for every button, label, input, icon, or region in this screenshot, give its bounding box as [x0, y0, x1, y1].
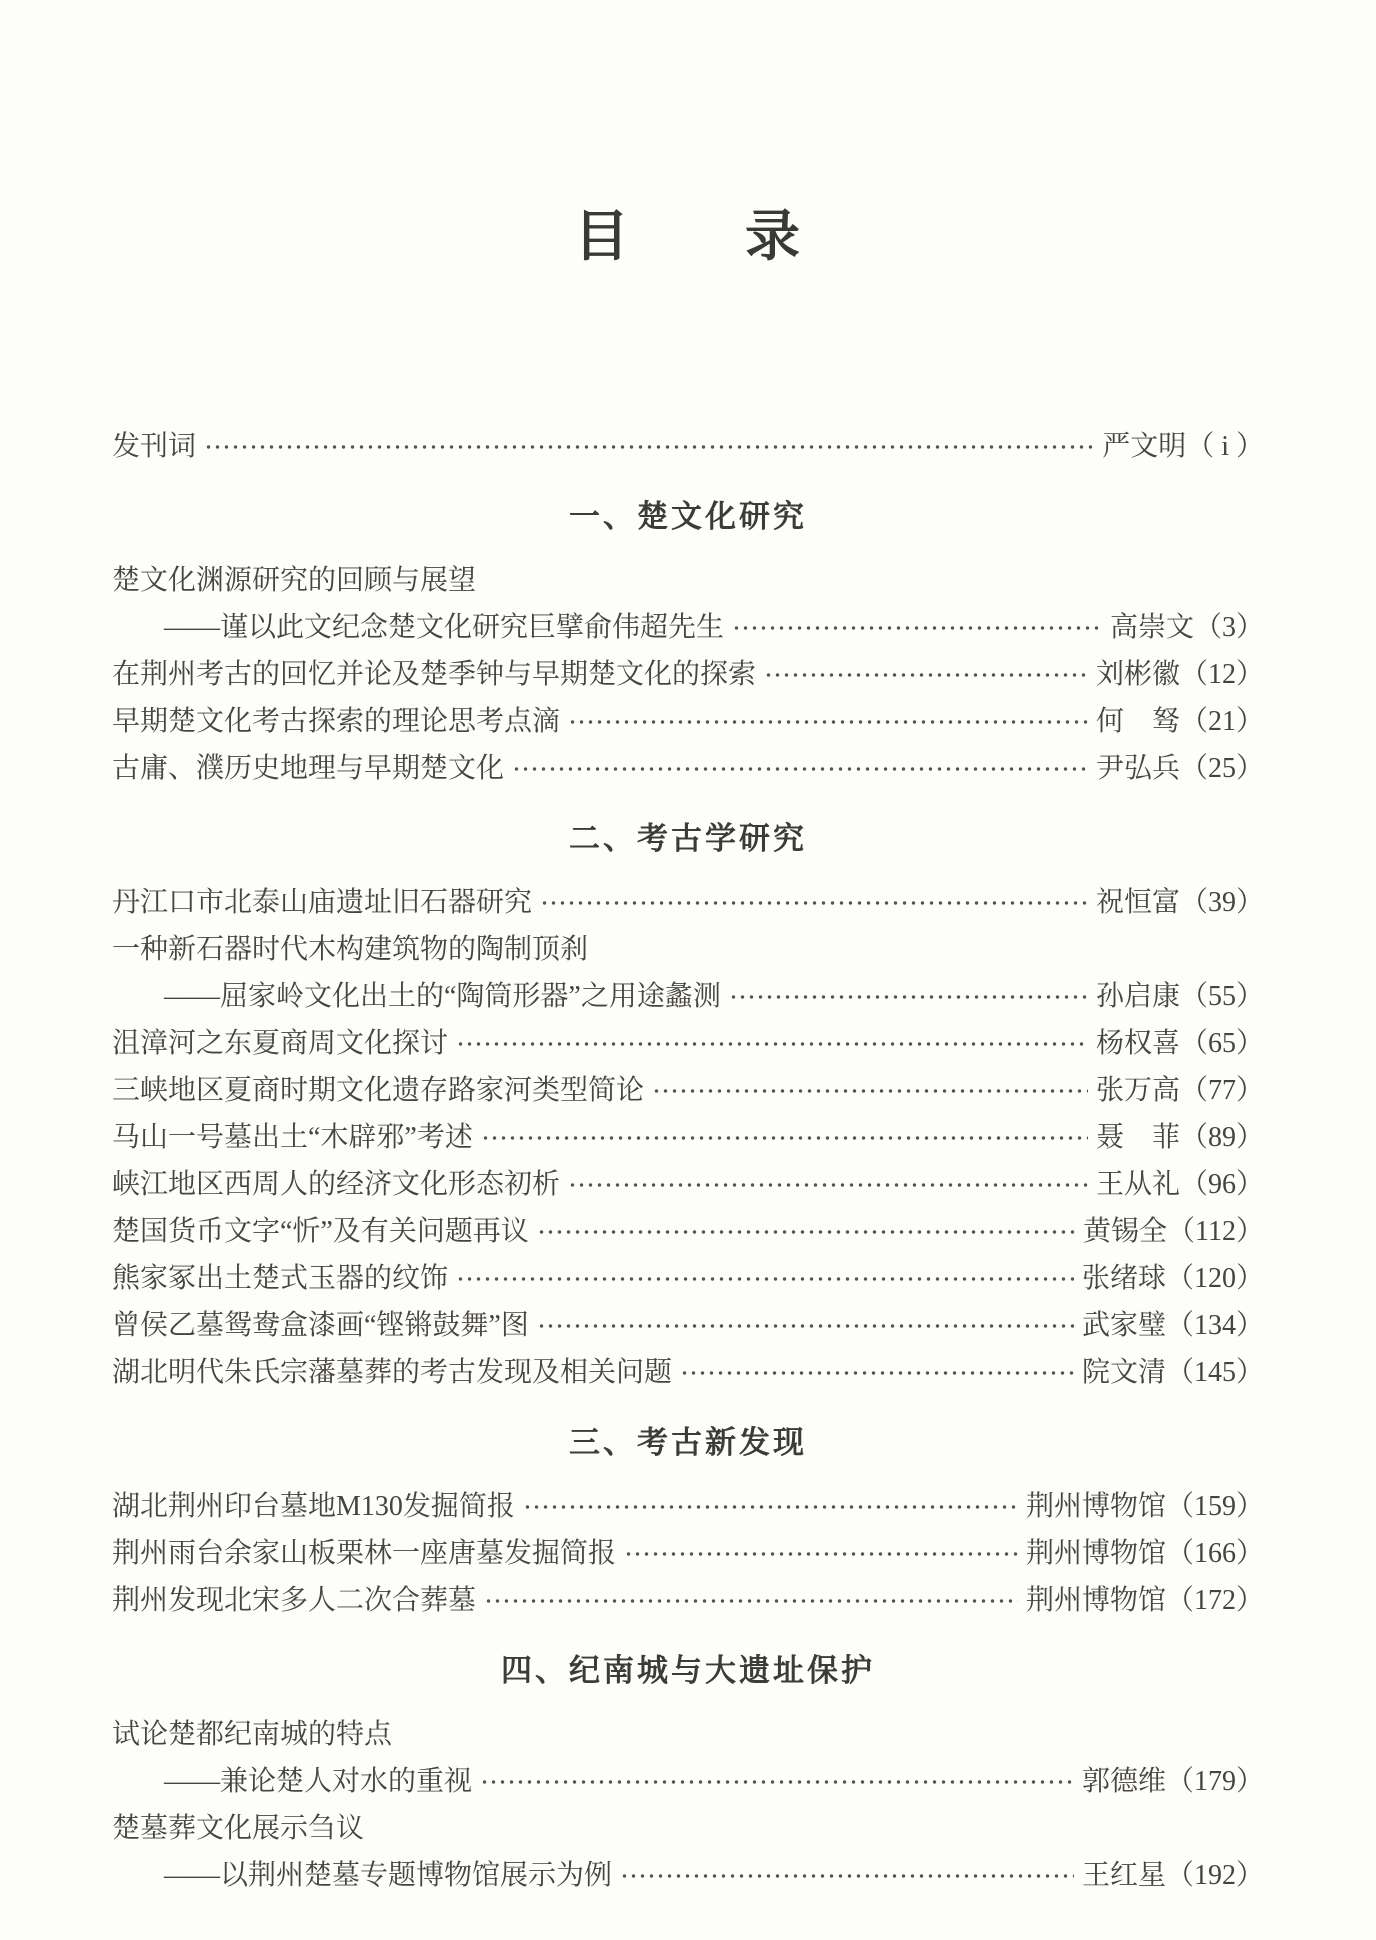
- entry-page: （21）: [1179, 706, 1264, 738]
- entry-title: ——以荆州楚墓专题博物馆展示为例: [164, 1860, 613, 1892]
- entry-page: （166）: [1165, 1538, 1264, 1570]
- toc-entry-row: [112, 1530, 1264, 1577]
- entry-title: 马山一号墓出土“木辟邪”考述: [112, 1122, 473, 1154]
- toc-entry-row: [112, 745, 1264, 792]
- dot-leader: [479, 1133, 1088, 1143]
- dot-leader: [202, 442, 1094, 452]
- entry-author: 王红星: [1081, 1860, 1166, 1892]
- toc-entry-row: [112, 1067, 1264, 1114]
- toc-entry-row: [112, 1349, 1264, 1396]
- entry-page: （159）: [1165, 1491, 1264, 1523]
- entry-page: （172）: [1165, 1585, 1264, 1617]
- entry-author: 聂 菲: [1095, 1122, 1180, 1154]
- dot-leader: [762, 670, 1088, 680]
- toc-entry-row: [112, 973, 1264, 1020]
- entry-title: ——谨以此文纪念楚文化研究巨擘俞伟超先生: [164, 612, 725, 644]
- entry-title: 熊家冢出土楚式玉器的纹饰: [112, 1263, 449, 1295]
- dot-leader: [510, 764, 1088, 774]
- toc-entry-row: [112, 604, 1264, 651]
- page-title: 目 录: [573, 206, 802, 267]
- dot-leader: [454, 1039, 1088, 1049]
- entry-page: （112）: [1167, 1216, 1264, 1248]
- entry-author: 荆州博物馆: [1025, 1491, 1166, 1523]
- entry-title: 楚国货币文字“忻”及有关问题再议: [112, 1216, 529, 1248]
- toc-entry-row: [112, 1711, 1264, 1758]
- dot-leader: [678, 1368, 1074, 1378]
- entry-page: （12）: [1179, 659, 1264, 691]
- section-heading: 一、楚文化研究: [569, 499, 807, 535]
- entry-author: 何 驽: [1095, 706, 1180, 738]
- toc-entry-row: [112, 1483, 1264, 1530]
- entry-author: 杨权喜: [1095, 1028, 1180, 1060]
- entry-page: （89）: [1179, 1122, 1264, 1154]
- dot-leader: [478, 1777, 1074, 1787]
- toc-entry-row: [112, 651, 1264, 698]
- toc-entry-row: [112, 1161, 1264, 1208]
- entry-title: 荆州发现北宋多人二次合葬墓: [112, 1585, 477, 1617]
- entry-title: 荆州雨台余家山板栗林一座唐墓发掘简报: [112, 1538, 617, 1570]
- toc-entry-row: [112, 557, 1264, 604]
- entry-title: 一种新石器时代木构建筑物的陶制顶刹: [112, 934, 589, 966]
- entry-author: 荆州博物馆: [1025, 1585, 1166, 1617]
- entry-title: ——屈家岭文化出土的“陶筒形器”之用途蠡测: [164, 981, 721, 1013]
- entry-author: 祝恒富: [1095, 887, 1180, 919]
- entry-title: 早期楚文化考古探索的理论思考点滴: [112, 706, 561, 738]
- dot-leader: [622, 1549, 1018, 1559]
- entry-page: （96）: [1179, 1169, 1264, 1201]
- entry-page: （120）: [1165, 1263, 1264, 1295]
- entry-author: 刘彬徽: [1095, 659, 1180, 691]
- entry-author: 武家璧: [1081, 1310, 1166, 1342]
- toc-entry-row: [112, 1852, 1264, 1899]
- entry-page: （39）: [1179, 887, 1264, 919]
- toc-entry-row: [112, 698, 1264, 745]
- entry-page: （77）: [1179, 1075, 1264, 1107]
- toc-entry-row: [112, 1114, 1264, 1161]
- entry-title: ——兼论楚人对水的重视: [164, 1766, 473, 1798]
- entry-page: （134）: [1165, 1310, 1264, 1342]
- dot-leader: [521, 1502, 1018, 1512]
- entry-author: 孙启康: [1095, 981, 1180, 1013]
- entry-title: 楚墓葬文化展示刍议: [112, 1813, 365, 1845]
- entry-title: 试论楚都纪南城的特点: [112, 1719, 393, 1751]
- entry-page: （192）: [1165, 1860, 1264, 1892]
- entry-title: 丹江口市北泰山庙遗址旧石器研究: [112, 887, 533, 919]
- entry-title: 楚文化渊源研究的回顾与展望: [112, 565, 477, 597]
- dot-leader: [727, 992, 1088, 1002]
- entry-author: 张万高: [1095, 1075, 1180, 1107]
- entry-title: 湖北明代朱氏宗藩墓葬的考古发现及相关问题: [112, 1357, 673, 1389]
- toc-entry-row: [112, 879, 1264, 926]
- dot-leader: [730, 623, 1102, 633]
- section-heading: 四、纪南城与大遗址保护: [501, 1653, 875, 1689]
- toc-entry-row: [112, 926, 1264, 973]
- dot-leader: [454, 1274, 1074, 1284]
- dot-leader: [538, 898, 1088, 908]
- dot-leader: [566, 1180, 1088, 1190]
- entry-author: 黄锡全: [1083, 1216, 1168, 1248]
- entry-author: 张绪球: [1081, 1263, 1166, 1295]
- entry-author: 王从礼: [1095, 1169, 1180, 1201]
- dot-leader: [618, 1871, 1074, 1881]
- toc-entry-row: [112, 1758, 1264, 1805]
- toc-entry-row: [112, 1577, 1264, 1624]
- entry-page: （ i ）: [1186, 431, 1264, 463]
- entry-title: 曾侯乙墓鸳鸯盒漆画“铿锵鼓舞”图: [112, 1310, 529, 1342]
- toc-entry-row: [112, 1255, 1264, 1302]
- entry-title: 发刊词: [112, 431, 197, 463]
- section-heading: 二、考古学研究: [569, 821, 807, 857]
- dot-leader: [650, 1086, 1088, 1096]
- entry-title: 在荆州考古的回忆并论及楚季钟与早期楚文化的探索: [112, 659, 757, 691]
- entry-page: （3）: [1193, 612, 1264, 644]
- entry-title: 古庸、濮历史地理与早期楚文化: [112, 753, 505, 785]
- dot-leader: [566, 717, 1088, 727]
- entry-author: 郭德维: [1081, 1766, 1166, 1798]
- entry-author: 严文明: [1102, 431, 1187, 463]
- toc-entry-row: [112, 1208, 1264, 1255]
- entry-page: （25）: [1179, 753, 1264, 785]
- entry-title: 峡江地区西周人的经济文化形态初析: [112, 1169, 561, 1201]
- entry-author: 荆州博物馆: [1025, 1538, 1166, 1570]
- entry-page: （55）: [1179, 981, 1264, 1013]
- entry-page: （179）: [1165, 1766, 1264, 1798]
- entry-author: 尹弘兵: [1095, 753, 1180, 785]
- entry-page: （145）: [1165, 1357, 1264, 1389]
- dot-leader: [482, 1596, 1018, 1606]
- toc-entry-row: [112, 1302, 1264, 1349]
- toc-entry-row: [112, 423, 1264, 470]
- entry-title: 沮漳河之东夏商周文化探讨: [112, 1028, 449, 1060]
- dot-leader: [535, 1321, 1074, 1331]
- entry-page: （65）: [1179, 1028, 1264, 1060]
- section-heading: 三、考古新发现: [569, 1425, 807, 1461]
- toc-entry-row: [112, 1020, 1264, 1067]
- entry-author: 高崇文: [1109, 612, 1194, 644]
- entry-title: 三峡地区夏商时期文化遗存路家河类型简论: [112, 1075, 645, 1107]
- entry-author: 院文清: [1081, 1357, 1166, 1389]
- dot-leader: [535, 1227, 1075, 1237]
- entry-title: 湖北荆州印台墓地M130发掘简报: [112, 1491, 515, 1523]
- toc-entry-row: [112, 1805, 1264, 1852]
- toc-list: [112, 423, 1264, 1899]
